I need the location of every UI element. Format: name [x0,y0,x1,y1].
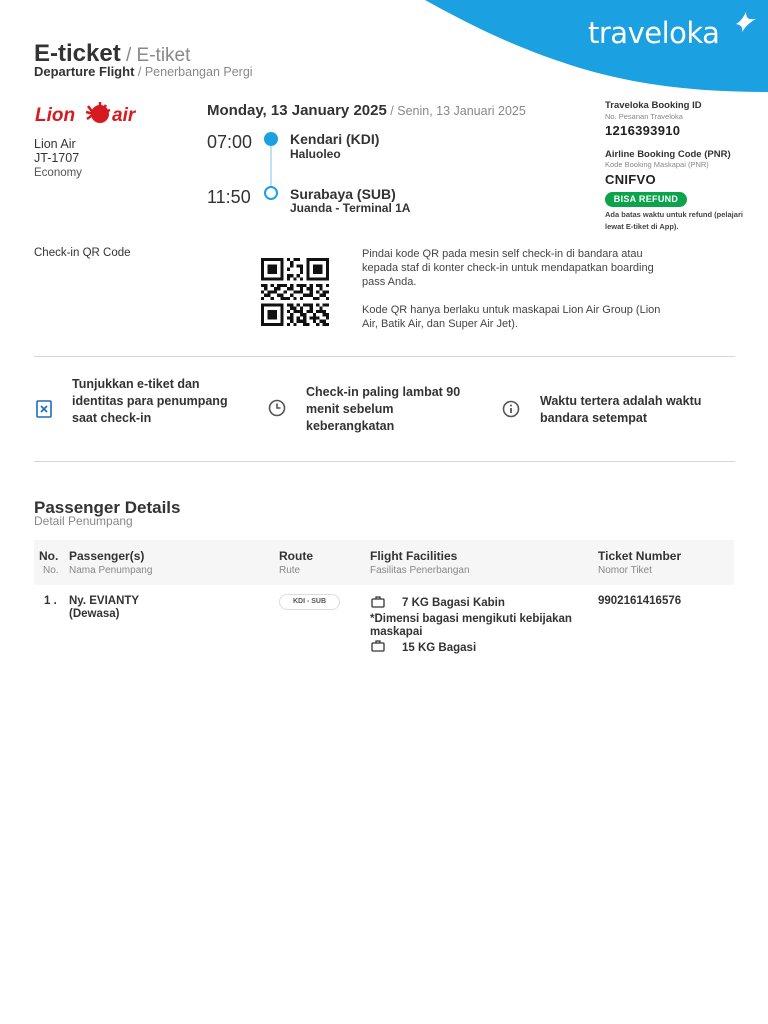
refund-note: Ada batas waktu untuk refund (pelajari lewat E-tiket di App). [605,210,743,231]
bird-icon [734,10,758,34]
route-line [270,146,272,186]
pnr-sublabel: Kode Booking Maskapai (PNR) [605,160,709,169]
id-card-icon [35,400,53,418]
svg-text:air: air [112,105,136,126]
column-subheader-ticket: Nomor Tiket [598,565,652,576]
info-icon [502,400,520,418]
column-subheader-passenger: Nama Penumpang [69,565,153,576]
notice-time-text: Waktu tertera adalah waktu bandara setempat [540,394,702,425]
checked-baggage: 15 KG Bagasi [402,642,477,654]
arrival-airport: Juanda - Terminal 1A [290,201,411,215]
traveloka-logo [588,16,719,50]
traveloka-booking-id: 1216393910 [605,123,681,138]
page-subtitle: Departure Flight / Penerbangan Pergi [34,64,253,79]
qr-label: Check-in QR Code [34,247,131,259]
arrival-dot [264,186,278,200]
departure-time: 07:00 [207,132,253,152]
qr-instructions [362,247,662,331]
column-subheader-facilities: Fasilitas Penerbangan [370,565,470,576]
pnr-label: Airline Booking Code (PNR) [605,149,731,160]
arrival-time: 11:50 [207,187,251,207]
checkin-qr-code [259,258,331,326]
column-subheader-route: Rute [279,565,301,576]
lion-air-logo [34,96,154,132]
column-header-ticket: Ticket Number [598,549,682,563]
ticket-number: 9902161416576 [598,595,682,607]
passenger-type: (Dewasa) [69,608,120,620]
notice-id-text: Tunjukkan e-tiket dan identitas para penumpang saat check-in [72,377,228,425]
notice-checkin-text: Check-in paling lambat 90 menit sebelum keberangkatan [306,385,461,433]
column-header-no: No. [39,549,59,563]
cabin-bag-icon [371,596,385,608]
column-header-facilities: Flight Facilities [370,549,458,563]
passenger-row-no: 1 . [44,595,57,607]
qr-instruction-text: Pindai kode QR pada mesin self check-in di bandara atau kepada staf di konter check-in untuk mendapatkan boarding pass Anda. [362,248,654,288]
divider [34,461,735,462]
flight-number: JT-1707 [34,151,80,165]
traveloka-id-sublabel: No. Pesanan Traveloka [605,112,683,121]
passenger-details-title: Passenger Details [34,498,181,517]
flight-date: Monday, 13 January 2025 / Senin, 13 Januari 2025 [207,102,526,119]
cabin-class: Economy [34,167,82,179]
checked-bag-icon [371,640,385,652]
column-subheader-no: No. [43,565,59,576]
arrival-city: Surabaya (SUB) [290,186,396,202]
qr-validity-text: Kode QR hanya berlaku untuk maskapai Lion Air Group (Lion Air, Batik Air, dan Super Air Jet). [362,304,661,330]
traveloka-logo-text: traveloka [588,16,720,50]
baggage-note: *Dimensi bagasi mengikuti kebijakan maskapai [370,613,572,638]
page-title: E-ticket / E-tiket [34,40,191,67]
route-badge: KDI - SUB [279,594,340,610]
airline-name: Lion Air [34,137,76,151]
traveloka-id-label: Traveloka Booking ID [605,100,702,111]
departure-airport: Haluoleo [290,147,341,161]
departure-city: Kendari (KDI) [290,131,380,147]
passenger-name: Ny. EVIANTY [69,595,140,607]
passenger-details-subtitle: Detail Penumpang [34,514,133,528]
departure-dot [264,132,278,146]
column-header-passenger: Passenger(s) [69,549,145,563]
clock-icon [268,399,286,417]
cabin-baggage: 7 KG Bagasi Kabin [402,597,505,609]
divider [34,356,735,357]
svg-text:Lion: Lion [35,105,76,126]
column-header-route: Route [279,549,313,563]
pnr-code: CNIFVO [605,172,656,187]
refund-badge: BISA REFUND [605,192,687,207]
